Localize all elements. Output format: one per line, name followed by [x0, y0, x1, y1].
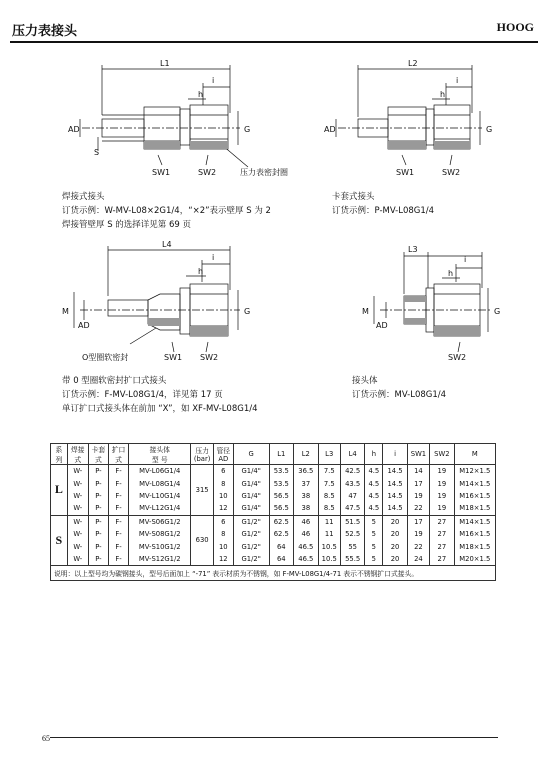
column-header: [340, 444, 365, 465]
table-cell: 14.5: [383, 465, 408, 478]
table-cell: W-: [67, 540, 88, 552]
table-cell: MV-L06G1/4: [129, 465, 191, 478]
table-cell: 8: [213, 477, 233, 489]
drawing-weld-fitting: [60, 55, 288, 195]
table-cell: W-: [67, 515, 88, 528]
label-sw2: SW2: [198, 168, 217, 177]
caption-weld-order: 订货示例：W-MV-L08×2G1/4，“×2”表示壁厚 S 为 2: [62, 206, 271, 216]
label-l4: L4: [162, 240, 172, 249]
table-cell: M18×1.5: [454, 540, 495, 552]
table-cell: 14.5: [383, 490, 408, 502]
column-header-line: i: [394, 450, 396, 458]
table-cell: 7.5: [318, 465, 340, 478]
caption-weld-note: 焊接管壁厚 S 的选择详见第 69 页: [62, 220, 192, 230]
drawing-flare-fitting: [60, 238, 280, 368]
pressure-cell: 315: [191, 465, 213, 516]
caption-body-order: 订货示例：MV-L08G1/4: [352, 390, 447, 400]
column-header-line: L3: [325, 450, 334, 458]
table-cell: MV-L10G1/4: [129, 490, 191, 502]
column-header-line: 接头体: [149, 446, 170, 454]
table-cell: 42.5: [340, 465, 365, 478]
column-header: [407, 444, 429, 465]
caption-flare-note: 单订扩口式接头体在前加 “X”，如 XF-MV-L08G1/4: [62, 404, 258, 414]
drawing-fitting-body: [350, 238, 510, 368]
label-m: M: [62, 307, 69, 316]
table-cell: 20: [383, 515, 408, 528]
table-cell: 8: [213, 528, 233, 540]
table-cell: F-: [108, 465, 128, 478]
table-note-row: [51, 566, 496, 581]
label-i: i: [212, 76, 215, 85]
caption-flare-title: 带 0 型圈软密封扩口式接头: [62, 376, 167, 386]
table-cell: 38: [294, 502, 319, 515]
table-cell: 12: [213, 553, 233, 566]
table-cell: G1/4": [233, 502, 269, 515]
table-row: [51, 465, 496, 478]
table-cell: M14×1.5: [454, 515, 495, 528]
label-gauge-seal: 压力表密封圈: [240, 168, 288, 177]
label-ad: AD: [68, 125, 80, 134]
table-cell: P-: [88, 540, 108, 552]
table-cell: G1/4": [233, 477, 269, 489]
label-g: G: [486, 125, 493, 134]
table-group-s: [51, 515, 496, 566]
table-cell: M14×1.5: [454, 477, 495, 489]
table-cell: M16×1.5: [454, 528, 495, 540]
column-header: [129, 444, 191, 465]
table-cell: 10.5: [318, 553, 340, 566]
column-header-line: 式: [95, 456, 102, 464]
table-cell: MV-S08G1/2: [129, 528, 191, 540]
table-cell: MV-S10G1/2: [129, 540, 191, 552]
column-header: [318, 444, 340, 465]
table-cell: 51.5: [340, 515, 365, 528]
label-s: S: [94, 148, 100, 157]
column-header: [294, 444, 319, 465]
table-row: [51, 553, 496, 566]
column-header: [88, 444, 108, 465]
table-cell: 37: [294, 477, 319, 489]
table-row: [51, 528, 496, 540]
table-cell: F-: [108, 477, 128, 489]
table-cell: 5: [365, 540, 383, 552]
page-title: 压力表接头: [12, 24, 78, 39]
table-row: [51, 477, 496, 489]
column-header: [67, 444, 88, 465]
table-cell: 14: [407, 465, 429, 478]
footer-rule: [50, 737, 498, 738]
table-cell: MV-S06G1/2: [129, 515, 191, 528]
table-cell: 10.5: [318, 540, 340, 552]
column-header: [51, 444, 68, 465]
table-cell: F-: [108, 553, 128, 566]
table-cell: 53.5: [269, 465, 294, 478]
table-cell: 22: [407, 540, 429, 552]
table-cell: 8.5: [318, 502, 340, 515]
label-sw1: SW1: [164, 353, 183, 362]
table-cell: 7.5: [318, 477, 340, 489]
table-cell: M12×1.5: [454, 465, 495, 478]
label-i: i: [464, 255, 467, 264]
table-cell: 19: [407, 528, 429, 540]
table-cell: 36.5: [294, 465, 319, 478]
column-header-line: L1: [277, 450, 286, 458]
brand-logo: HOOG: [496, 20, 534, 34]
column-header-line: h: [371, 450, 376, 458]
column-header-line: 式: [115, 456, 122, 464]
caption-weld-title: 焊接式接头: [62, 192, 105, 202]
table-cell: 27: [430, 515, 455, 528]
table-cell: MV-L12G1/4: [129, 502, 191, 515]
page-number: 65: [42, 734, 50, 743]
table-cell: 19: [430, 477, 455, 489]
table-cell: 47.5: [340, 502, 365, 515]
column-header-line: L2: [301, 450, 310, 458]
column-header: [383, 444, 408, 465]
table-cell: W-: [67, 502, 88, 515]
label-ad: AD: [78, 321, 90, 330]
drawing-ferrule-fitting: [320, 55, 520, 195]
table-cell: 6: [213, 465, 233, 478]
table-cell: W-: [67, 465, 88, 478]
table-cell: 12: [213, 502, 233, 515]
column-header-line: 系: [55, 446, 63, 454]
label-sw2: SW2: [448, 353, 467, 362]
table-cell: 55.5: [340, 553, 365, 566]
table-cell: M18×1.5: [454, 502, 495, 515]
column-header-line: 压力: [195, 447, 209, 455]
table-cell: F-: [108, 502, 128, 515]
table-cell: 5: [365, 553, 383, 566]
column-header: [213, 444, 233, 465]
table-cell: 14.5: [383, 502, 408, 515]
table-cell: MV-S12G1/2: [129, 553, 191, 566]
label-i: i: [456, 76, 459, 85]
label-l1: L1: [160, 59, 170, 68]
label-sw1: SW1: [396, 168, 415, 177]
table-cell: 56.5: [269, 502, 294, 515]
column-header-line: M: [471, 450, 478, 458]
column-header-line: G: [248, 450, 254, 458]
table-cell: 6: [213, 515, 233, 528]
table-cell: 27: [430, 528, 455, 540]
table-cell: W-: [67, 553, 88, 566]
table-cell: 27: [430, 553, 455, 566]
caption-ferrule-order: 订货示例：P-MV-L08G1/4: [332, 206, 435, 216]
table-cell: 53.5: [269, 477, 294, 489]
table-cell: 11: [318, 528, 340, 540]
label-g: G: [244, 307, 251, 316]
table-cell: G1/2": [233, 553, 269, 566]
table-cell: G1/4": [233, 490, 269, 502]
column-header-line: 卡套: [91, 446, 106, 454]
table-cell: 47: [340, 490, 365, 502]
label-i: i: [212, 253, 215, 262]
table-cell: W-: [67, 528, 88, 540]
caption-flare-order: 订货示例：F-MV-L08G1/4，详见第 17 页: [62, 390, 223, 400]
pressure-cell: 630: [191, 515, 213, 566]
table-cell: P-: [88, 490, 108, 502]
table-cell: P-: [88, 502, 108, 515]
table-row: [51, 540, 496, 552]
table-cell: 56.5: [269, 490, 294, 502]
column-header: [191, 444, 213, 465]
column-header: [269, 444, 294, 465]
table-cell: G1/4": [233, 465, 269, 478]
table-cell: 10: [213, 540, 233, 552]
table-cell: W-: [67, 477, 88, 489]
column-header: [233, 444, 269, 465]
table-cell: 20: [383, 528, 408, 540]
table-cell: 62.5: [269, 515, 294, 528]
caption-ferrule: [332, 190, 434, 218]
table-cell: W-: [67, 490, 88, 502]
table-cell: F-: [108, 528, 128, 540]
caption-body-title: 接头体: [352, 376, 378, 386]
table-cell: 19: [430, 502, 455, 515]
table-cell: 8.5: [318, 490, 340, 502]
series-cell: L: [51, 465, 68, 516]
table-cell: 46.5: [294, 540, 319, 552]
table-cell: 19: [407, 490, 429, 502]
column-header-line: L4: [348, 450, 357, 458]
table-cell: 64: [269, 553, 294, 566]
table-cell: G1/2": [233, 528, 269, 540]
table-cell: 22: [407, 502, 429, 515]
column-header-line: SW1: [410, 450, 427, 458]
label-sw2: SW2: [200, 353, 219, 362]
label-g: G: [494, 307, 501, 316]
label-h: h: [440, 90, 446, 99]
table-cell: 14.5: [383, 477, 408, 489]
table-cell: 27: [430, 540, 455, 552]
label-m: M: [362, 307, 369, 316]
column-header: [454, 444, 495, 465]
table-cell: 46: [294, 515, 319, 528]
table-cell: M16×1.5: [454, 490, 495, 502]
column-header-line: 列: [55, 456, 63, 464]
table-cell: 20: [383, 540, 408, 552]
caption-ferrule-title: 卡套式接头: [332, 192, 375, 202]
table-cell: F-: [108, 515, 128, 528]
table-header-row: [51, 444, 496, 465]
caption-weld: [62, 190, 271, 232]
table-cell: 5: [365, 528, 383, 540]
header-rule: [10, 41, 538, 43]
table-cell: 5: [365, 515, 383, 528]
column-header-line: 管径: [216, 447, 231, 455]
table-cell: 4.5: [365, 502, 383, 515]
table-row: [51, 502, 496, 515]
table-cell: P-: [88, 465, 108, 478]
column-header: [108, 444, 128, 465]
table-cell: G1/2": [233, 515, 269, 528]
column-header-line: 型 号: [151, 456, 168, 464]
label-g: G: [244, 125, 251, 134]
label-sw2: SW2: [442, 168, 461, 177]
table-cell: 46.5: [294, 553, 319, 566]
table-row: [51, 490, 496, 502]
table-cell: P-: [88, 553, 108, 566]
table-cell: 4.5: [365, 477, 383, 489]
table-cell: G1/2": [233, 540, 269, 552]
table-cell: F-: [108, 540, 128, 552]
table-cell: 64: [269, 540, 294, 552]
label-ad: AD: [324, 125, 336, 134]
column-header-line: AD: [218, 455, 229, 463]
column-header-line: 式: [74, 456, 82, 464]
label-h: h: [198, 90, 204, 99]
table-cell: 38: [294, 490, 319, 502]
label-l2: L2: [408, 59, 418, 68]
table-cell: P-: [88, 515, 108, 528]
table-group-l: [51, 465, 496, 516]
table-cell: 4.5: [365, 465, 383, 478]
label-h: h: [448, 269, 454, 278]
column-header-line: 焊接: [71, 446, 85, 454]
table-cell: 43.5: [340, 477, 365, 489]
label-oring: O型圈软密封: [82, 353, 129, 362]
table-cell: 19: [430, 465, 455, 478]
label-ad: AD: [376, 321, 388, 330]
table-cell: 55: [340, 540, 365, 552]
table-cell: 46: [294, 528, 319, 540]
table-cell: 52.5: [340, 528, 365, 540]
table-cell: 24: [407, 553, 429, 566]
table-cell: 11: [318, 515, 340, 528]
table-row: [51, 515, 496, 528]
label-l3: L3: [408, 245, 418, 254]
table-cell: 20: [383, 553, 408, 566]
table-cell: F-: [108, 490, 128, 502]
column-header: [430, 444, 455, 465]
column-header-line: 扩口: [111, 446, 126, 454]
table-cell: 4.5: [365, 490, 383, 502]
column-header-line: (bar): [193, 455, 211, 463]
table-cell: P-: [88, 477, 108, 489]
table-cell: 17: [407, 515, 429, 528]
table-cell: 62.5: [269, 528, 294, 540]
caption-body: [352, 374, 446, 402]
table-cell: MV-L08G1/4: [129, 477, 191, 489]
table-cell: P-: [88, 528, 108, 540]
caption-flare: [62, 374, 258, 416]
series-cell: S: [51, 515, 68, 566]
label-sw1: SW1: [152, 168, 171, 177]
table-cell: 19: [430, 490, 455, 502]
table-note: 说明：以上型号均为碳钢接头，型号后面加上 “-71” 表示材质为不锈钢，如 F-MV-L08G1/4-71 表示不锈钢扩口式接头。: [51, 566, 496, 581]
column-header: [365, 444, 383, 465]
table-cell: M20×1.5: [454, 553, 495, 566]
column-header-line: SW2: [434, 450, 450, 458]
table-cell: 17: [407, 477, 429, 489]
label-h: h: [198, 267, 204, 276]
table-cell: 10: [213, 490, 233, 502]
spec-table: [50, 443, 496, 581]
